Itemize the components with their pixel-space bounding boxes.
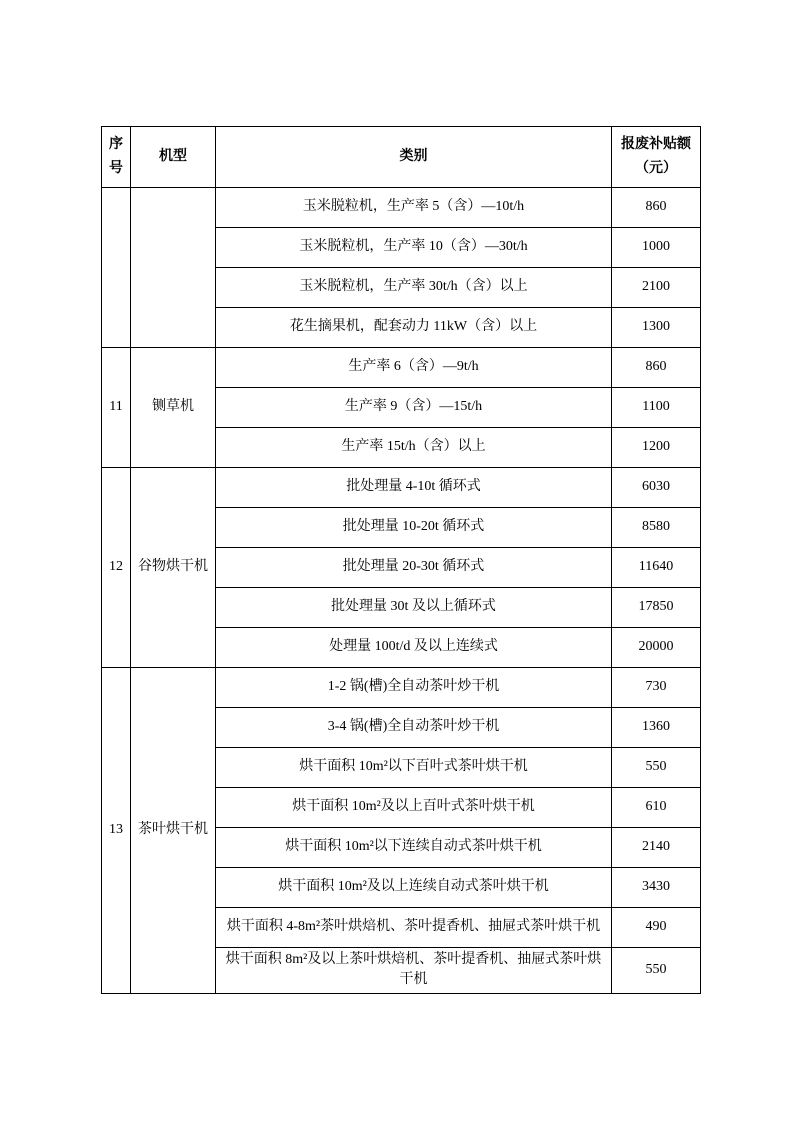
machine-type-cell xyxy=(131,188,216,348)
category-cell: 生产率 15t/h（含）以上 xyxy=(216,428,612,468)
subsidy-amount-cell: 550 xyxy=(612,748,701,788)
subsidy-amount-cell: 490 xyxy=(612,908,701,948)
subsidy-amount-cell: 1200 xyxy=(612,428,701,468)
category-cell: 烘干面积 10m²以下百叶式茶叶烘干机 xyxy=(216,748,612,788)
subsidy-amount-cell: 610 xyxy=(612,788,701,828)
subsidy-amount-cell: 2140 xyxy=(612,828,701,868)
subsidy-amount-cell: 730 xyxy=(612,668,701,708)
subsidy-table-container xyxy=(101,126,701,994)
subsidy-amount-cell: 17850 xyxy=(612,588,701,628)
category-cell: 批处理量 30t 及以上循环式 xyxy=(216,588,612,628)
category-cell: 批处理量 10-20t 循环式 xyxy=(216,508,612,548)
subsidy-amount-cell: 8580 xyxy=(612,508,701,548)
category-cell: 烘干面积 10m²及以上百叶式茶叶烘干机 xyxy=(216,788,612,828)
category-cell: 烘干面积 4-8m²茶叶烘焙机、茶叶提香机、抽屉式茶叶烘干机 xyxy=(216,908,612,948)
table-row xyxy=(102,468,701,508)
subsidy-amount-cell: 20000 xyxy=(612,628,701,668)
machine-type-cell: 茶叶烘干机 xyxy=(131,668,216,994)
subsidy-amount-cell: 6030 xyxy=(612,468,701,508)
category-cell: 3-4 锅(槽)全自动茶叶炒干机 xyxy=(216,708,612,748)
category-cell: 烘干面积 8m²及以上茶叶烘焙机、茶叶提香机、抽屉式茶叶烘干机 xyxy=(216,948,612,994)
subsidy-amount-cell: 860 xyxy=(612,188,701,228)
table-row xyxy=(102,188,701,228)
category-cell: 1-2 锅(槽)全自动茶叶炒干机 xyxy=(216,668,612,708)
category-cell: 玉米脱粒机，生产率 10（含）—30t/h xyxy=(216,228,612,268)
category-cell: 玉米脱粒机，生产率 5（含）—10t/h xyxy=(216,188,612,228)
category-cell: 玉米脱粒机，生产率 30t/h（含）以上 xyxy=(216,268,612,308)
category-cell: 批处理量 20-30t 循环式 xyxy=(216,548,612,588)
category-cell: 批处理量 4-10t 循环式 xyxy=(216,468,612,508)
subsidy-amount-cell: 2100 xyxy=(612,268,701,308)
serial-number-cell: 11 xyxy=(102,348,131,468)
machine-type-cell: 谷物烘干机 xyxy=(131,468,216,668)
subsidy-amount-cell: 860 xyxy=(612,348,701,388)
header-machine-type: 机型 xyxy=(131,127,216,188)
table-row xyxy=(102,348,701,388)
category-cell: 烘干面积 10m²以下连续自动式茶叶烘干机 xyxy=(216,828,612,868)
machine-type-cell: 铡草机 xyxy=(131,348,216,468)
subsidy-amount-cell: 3430 xyxy=(612,868,701,908)
serial-number-cell xyxy=(102,188,131,348)
subsidy-amount-cell: 11640 xyxy=(612,548,701,588)
subsidy-table xyxy=(101,126,701,994)
header-subsidy-amount: 报废补贴额（元） xyxy=(612,127,701,188)
category-cell: 生产率 6（含）—9t/h xyxy=(216,348,612,388)
header-serial-number: 序号 xyxy=(102,127,131,188)
subsidy-amount-cell: 550 xyxy=(612,948,701,994)
subsidy-amount-cell: 1000 xyxy=(612,228,701,268)
category-cell: 烘干面积 10m²及以上连续自动式茶叶烘干机 xyxy=(216,868,612,908)
serial-number-cell: 12 xyxy=(102,468,131,668)
serial-number-cell: 13 xyxy=(102,668,131,994)
subsidy-amount-cell: 1100 xyxy=(612,388,701,428)
header-category: 类别 xyxy=(216,127,612,188)
table-row xyxy=(102,668,701,708)
subsidy-amount-cell: 1300 xyxy=(612,308,701,348)
subsidy-amount-cell: 1360 xyxy=(612,708,701,748)
category-cell: 花生摘果机，配套动力 11kW（含）以上 xyxy=(216,308,612,348)
header-row xyxy=(102,127,701,188)
category-cell: 处理量 100t/d 及以上连续式 xyxy=(216,628,612,668)
category-cell: 生产率 9（含）—15t/h xyxy=(216,388,612,428)
